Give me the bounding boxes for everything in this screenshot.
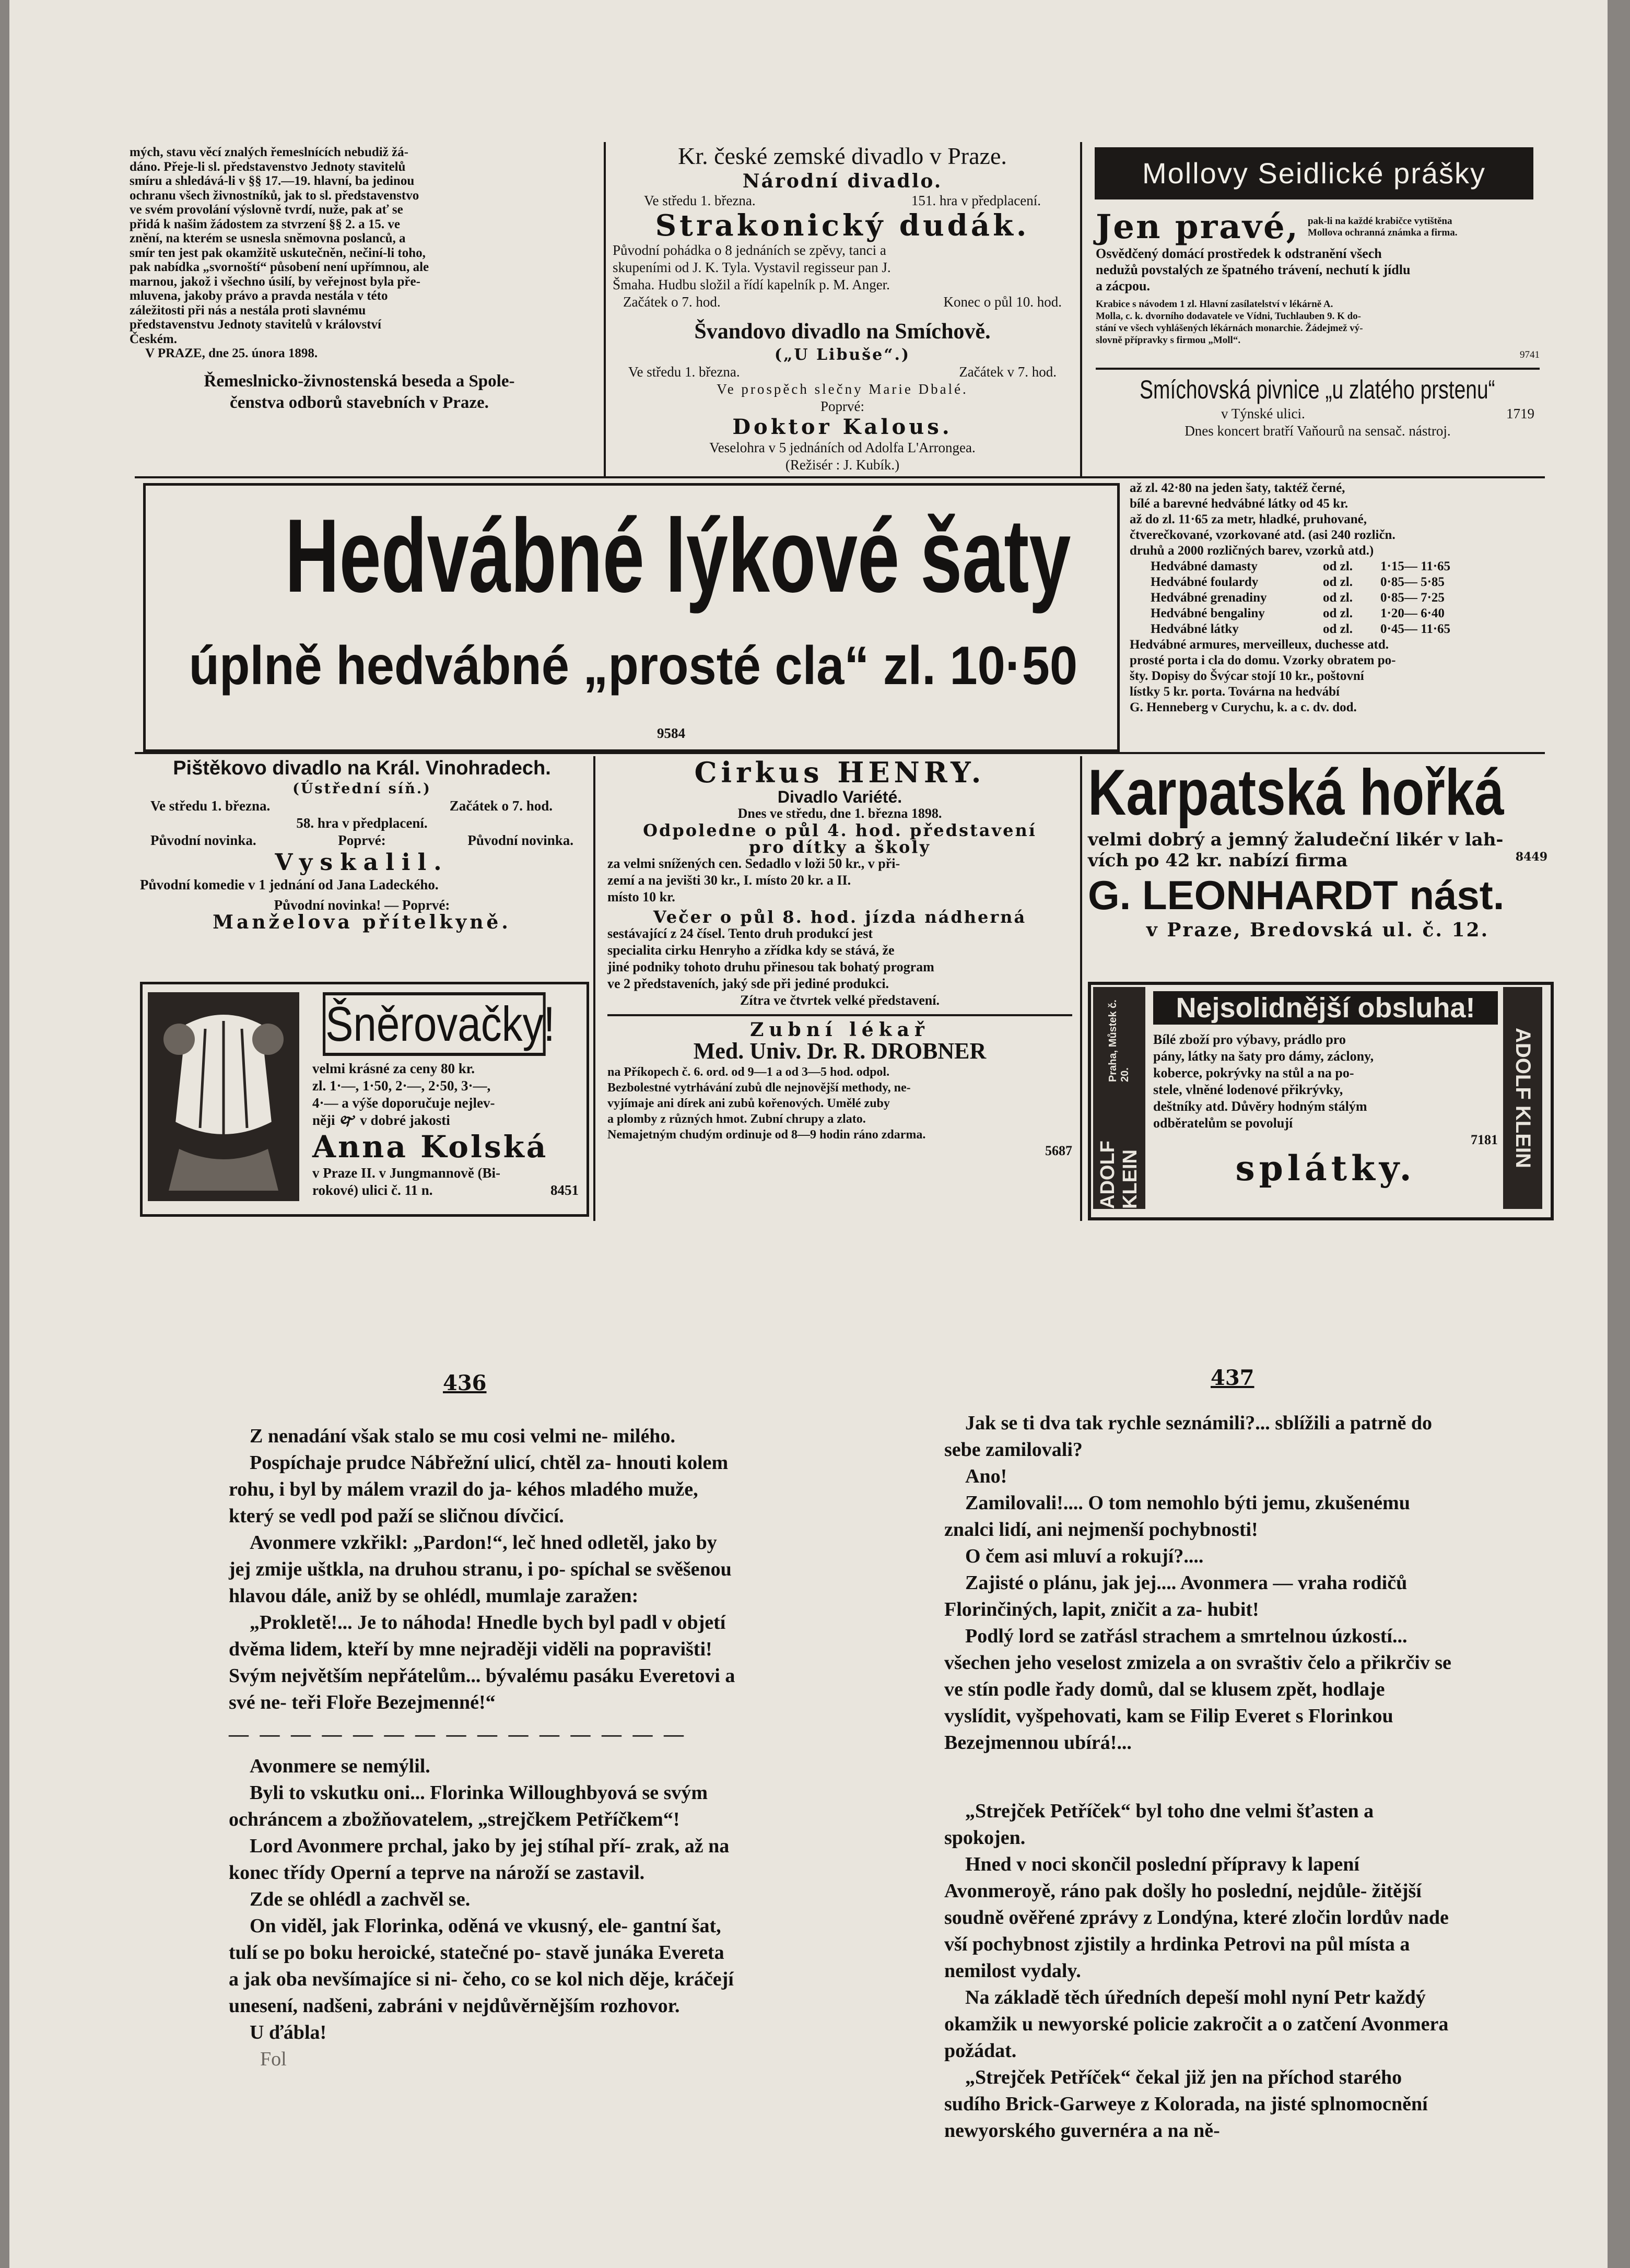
snerovacky-addr-row — [312, 1182, 579, 1199]
notice-column — [130, 145, 589, 413]
pistek-start: Začátek o 7. hod. — [449, 798, 553, 814]
notice-line: mluvena, jakoby právo a pravda nestála v této — [130, 289, 388, 303]
karpatska-num: 8449 — [1515, 850, 1547, 864]
moll-divider — [1096, 368, 1540, 370]
silk-price-row — [1151, 621, 1553, 637]
notice-line: smíru a shledává-li v §§ 17.—19. hlavní, ba jedinou — [130, 174, 415, 188]
silk-line: až zl. 42·80 na jeden šaty, taktéž černé, — [1130, 481, 1345, 495]
silk-price-row — [1151, 559, 1553, 574]
novel-paragraph: Lord Avonmere prchal, jako by jej stíhal pří- zrak, až na konec třídy Operní a teprve na nároží se zastavil. — [229, 1835, 730, 1884]
silk-line: druhů a 2000 rozličných barev, vzorků atd.) — [1130, 544, 1374, 558]
novel-paragraph: Jak se ti dva tak rychle seznámili?... sblížili a patrně do sebe zamilovali? — [944, 1412, 1433, 1461]
play-line: skupeními od J. K. Tyla. Vystavil regisseur pan J. — [613, 260, 891, 275]
silk-price-name: Hedvábné grenadiny — [1151, 591, 1267, 605]
notice-line: záležitosti při nás a nestála proti slavnému — [130, 303, 366, 318]
moll-line: a zácpou. — [1096, 278, 1150, 293]
moll-line: Osvědčený domácí prostředek k odstranění všech — [1096, 246, 1382, 261]
karpatska-line2-row — [1088, 850, 1547, 871]
moll-small-line: Krabice s návodem 1 zl. Hlavní zasílatelství v lékárně A. — [1096, 299, 1333, 310]
notice-line: přidá k našim žádostem za stvrzení §§ 2. a 15. ve — [130, 217, 401, 231]
cirkus-line: za velmi snížených cen. Sedadlo v loži 50 kr., v při- — [607, 856, 900, 871]
silk-tail-line: prosté porta i cla do domu. Vzorky obratem po- — [1130, 653, 1396, 667]
klein-line: odběratelům se povolují — [1153, 1115, 1293, 1131]
silk-tail-line: lístky 5 kr. porta. Továrna na hedvábí — [1130, 685, 1340, 699]
page-number-left: 436 — [443, 1371, 487, 1395]
klein-side-left — [1093, 987, 1145, 1209]
theatre-date-row — [613, 192, 1072, 209]
band-top-rule — [135, 476, 1545, 478]
klein-side-right — [1503, 987, 1542, 1209]
pistek-more: Původní novinka! — Poprvé: — [274, 897, 450, 913]
zubar-title: Zubní lékař — [750, 1019, 930, 1041]
pistek-date: Ve středu 1. března. — [150, 798, 271, 814]
cirkus-afternoon: Odpoledne o půl 4. hod. představení — [643, 820, 1037, 840]
novel-paragraph: Z nenadání však stalo se mu cosi velmi ne- milého. — [250, 1425, 675, 1447]
cirkus-title: Cirkus HENRY. — [694, 756, 986, 789]
silk-price-from: od zl. — [1323, 591, 1353, 605]
silk-price-range: 0·45— 11·65 — [1380, 622, 1451, 636]
notice-line: mých, stavu věcí znalých řemeslnících nebudiž žá- — [130, 145, 408, 159]
notice-line: ve svém provolání výslovně tvrdí, nuže, pak ať se — [130, 203, 403, 217]
novel-right-column — [944, 1410, 1456, 2144]
novel-dashes: — — — — — — — — — — — — — — — — [229, 1723, 687, 1745]
cirkus-line: zemí a na jevišti 30 kr., I. místo 20 kr. a II. — [607, 873, 851, 888]
notice-text — [130, 145, 589, 346]
novel-paragraph: Hned v noci skončil poslední přípravy k lapení Avonmeroyě, ráno pak došly ho poslední, nejdůle- žitější soudně ověřené zprávy z Londýna, které zločin lordův nade vší pochybnost zjistily a hrdinka Petrovi na půl místa a nemilost vydaly. — [944, 1853, 1449, 1982]
theatre-performance: 151. hra v předplacení. — [911, 193, 1041, 208]
jen-note-1: pak-li na každé krabičce vytištěna — [1307, 216, 1452, 227]
silk-tail-line: šty. Dopisy do Švýcar stojí 10 kr., poštovní — [1130, 669, 1364, 683]
svandovo-premiere: Poprvé: — [820, 398, 864, 414]
pistek-novelty-2: Původní novinka. — [467, 832, 573, 848]
jen-prave: Jen pravé, — [1096, 207, 1299, 246]
klein-side-left-text: ADOLF KLEIN — [1097, 1141, 1141, 1209]
silk-line: čtverečkované, vzorkované atd. (asi 240 rozličn. — [1130, 528, 1396, 542]
karpatska-firm: G. LEONHARDT nást. — [1088, 872, 1505, 918]
silk-tail-line: G. Henneberg v Curychu, k. a c. dv. dod. — [1130, 700, 1357, 714]
novel-paragraph: „Strejček Petříček“ byl toho dne velmi šťasten a spokojen. — [944, 1800, 1374, 1849]
zubar-line: na Příkopech č. 6. ord. od 9—1 a od 3—5 hod. odpol. — [607, 1065, 890, 1079]
pistek-first: Poprvé: — [338, 832, 386, 848]
novel-paragraph: Zde se ohlédl a zachvěl se. — [250, 1888, 471, 1910]
cirkus-tomorrow: Zítra ve čtvrtek velké představení. — [740, 993, 940, 1008]
moll-ad — [1096, 209, 1540, 440]
novel-gap — [944, 1756, 1456, 1798]
notice-line: marnou, jakož i všechno úsilí, by veřejnost byla pře- — [130, 274, 420, 289]
novel-right-paras — [944, 1410, 1456, 1756]
novel-paragraph: Ano! — [965, 1465, 1007, 1487]
snerovacky-line: velmi krásné za ceny 80 kr. — [312, 1061, 475, 1076]
notice-line: znění, na kterém se usnesla sněmovna poslanců, a — [130, 231, 406, 245]
silk-tail-line: Hedvábné armures, merveilleux, duchesse atd. — [1130, 638, 1389, 652]
notice-line: ochranu všech živnostníků, jak to sl. představenstvo — [130, 188, 419, 203]
notice-signature-1: Řemeslnicko-živnostenská beseda a Spole- — [204, 371, 515, 391]
silk-subline: úplně hedvábné „prosté cla“ zl. 10·50 — [189, 636, 1078, 696]
theatre-column — [613, 142, 1072, 474]
silk-price-row — [1151, 590, 1553, 606]
svandovo-start: Začátek v 7. hod. — [959, 364, 1057, 380]
moll-description — [1096, 245, 1540, 294]
page-number-right: 437 — [1211, 1366, 1254, 1390]
silk-price-row — [1151, 606, 1553, 621]
klein-footer: splátky. — [1235, 1148, 1416, 1189]
klein-line: deštníky atd. Důvěry hodným stálým — [1153, 1099, 1367, 1114]
svandovo-date: Ve středu 1. března. — [628, 364, 740, 380]
klein-title: Nejsolidnější obsluha! — [1153, 991, 1498, 1025]
svandovo-date-row — [613, 363, 1072, 381]
jen-prave-row — [1096, 209, 1540, 245]
klein-text — [1153, 1031, 1498, 1188]
moll-small-line: stání ve všech vyhlášených lékárnách monarchie. Žádejmež vý- — [1096, 323, 1363, 334]
theatre-title: Kr. české zemské divadlo v Praze. — [678, 143, 1007, 169]
klein-lines — [1153, 1031, 1498, 1132]
doktor-director: (Režisér : J. Kubík.) — [785, 457, 900, 473]
pistek-novelty-row — [140, 832, 584, 849]
silk-price-range: 0·85— 5·85 — [1380, 575, 1445, 589]
snerovacky-addr1: v Praze II. v Jungmannově (Bi- — [312, 1165, 500, 1181]
karpatska-title: Karpatská hořká — [1088, 757, 1504, 829]
pistek-title: Pištěkovo divadlo na Král. Vinohradech. — [173, 757, 551, 779]
corset-illustration — [148, 992, 299, 1201]
klein-line: Bílé zboží pro výbavy, prádlo pro — [1153, 1032, 1346, 1047]
column-rule-1 — [604, 142, 606, 476]
doktor-description: Veselohra v 5 jednáních od Adolfa L'Arrongea. — [709, 440, 976, 455]
play-end: Konec o půl 10. hod. — [943, 294, 1062, 310]
cirkus-evening-line: ve 2 představeních, jaký sde při jediné produkci. — [607, 976, 889, 991]
silk-price-from: od zl. — [1323, 606, 1353, 620]
pistek-ad — [140, 756, 584, 931]
pistek-date-row — [140, 797, 584, 815]
snerovacky-addr2: rokové) ulici č. 11 n. — [312, 1182, 433, 1198]
play-times — [613, 293, 1072, 311]
pivnice-number: 1719 — [1506, 406, 1534, 421]
silk-price-name: Hedvábné damasty — [1151, 559, 1258, 573]
cirkus-evening-lines — [607, 925, 1072, 992]
moll-small-line: slovně přípravky s firmou „Moll“. — [1096, 335, 1241, 346]
novel-paragraph: O čem asi mluví a rokují?.... — [965, 1545, 1204, 1567]
pistek-comedy: Původní komedie v 1 jednání od Jana Ladeckého. — [140, 877, 439, 892]
play-title: Strakonický dudák. — [655, 208, 1030, 243]
silk-price-table — [1151, 559, 1553, 637]
snerovacky-line: něji 🙰 v dobré jakosti — [312, 1112, 450, 1128]
silk-price-range: 0·85— 7·25 — [1380, 591, 1445, 605]
play-line: Šmaha. Hudbu složil a řídí kapelník p. M. Anger. — [613, 277, 890, 292]
silk-headline: Hedvábné lýkové šaty — [285, 498, 1071, 614]
pistek-title2: Vyskalil. — [275, 849, 449, 876]
zubar-line: a plomby z různých hmot. Zubní chrupy a zlato. — [607, 1112, 866, 1126]
cirkus-evening: Večer o půl 8. hod. jízda nádherná — [653, 907, 1027, 927]
novel-left-column — [229, 1423, 735, 2073]
pistek-perf: 58. hra v předplacení. — [296, 815, 428, 831]
novel-right-paras-2 — [944, 1798, 1456, 2144]
silk-details — [1130, 480, 1553, 715]
newspaper-page — [9, 0, 1608, 2268]
band-bottom-rule — [135, 752, 1545, 754]
notice-line: představenstvu Jednoty stavitelů v království — [130, 318, 381, 332]
pistek-subtitle: (Ústřední síň.) — [292, 781, 431, 797]
cirkus-kids: pro dítky a školy — [748, 837, 931, 857]
notice-line: pak nabídka „svornoští“ působení není upřímnou, ale — [130, 260, 429, 274]
klein-line: koberce, pokrývky na stůl a na po- — [1153, 1065, 1354, 1080]
novel-left-paras — [229, 1423, 735, 1716]
novel-paragraph: Zamilovali!.... O tom nemohlo býti jemu, zkušenému znalci lidí, ani nejmenší pochybnosti! — [944, 1492, 1410, 1541]
pivnice-line: Dnes koncert bratří Vaňourů na sensač. nástroj. — [1185, 423, 1451, 439]
jen-prave-note — [1308, 216, 1458, 239]
cirkus-subtitle: Divadlo Variété. — [777, 788, 902, 806]
karpatska-line1: velmi dobrý a jemný žaludeční likér v lah- — [1088, 829, 1504, 850]
theatre-date: Ve středu 1. března. — [644, 193, 756, 208]
play-start: Začátek o 7. hod. — [623, 294, 721, 310]
silk-price-from: od zl. — [1323, 622, 1353, 636]
cirkus-evening-line: jiné podniky tohoto druhu přinesou tak bohatý program — [607, 959, 934, 974]
novel-paragraph: On viděl, jak Florinka, oděná ve vkusný, ele- gantní šat, tulí se po boku heroické, statečné po- stavě junáka Evereta a jak oba nevšímajíce si ni- čeho, co se kol nich děje, kráčejí unesení, nadšeni, zabráni v nejdůvěrnějším rozhovor. — [229, 1915, 734, 2017]
notice-place-date: V PRAZE, dne 25. února 1898. — [145, 346, 318, 360]
zubar-lines — [607, 1064, 1072, 1143]
novel-left-foot: Fol — [260, 2048, 287, 2070]
snerovacky-line: 4·— a výše doporučuje nejlev- — [312, 1095, 495, 1111]
silk-line: až do zl. 11·65 za metr, hladké, pruhované, — [1130, 512, 1367, 526]
jen-note-2: Mollova ochranná známka a firma. — [1307, 227, 1458, 238]
pistek-last: Manželova přítelkyně. — [213, 911, 511, 933]
novel-paragraph: Na základě těch úředních depeší mohl nyní Petr každý okamžik u newyorské policie zakročit a o zatčení Avonmera požádat. — [944, 1987, 1449, 2062]
silk-price-from: od zl. — [1323, 559, 1353, 573]
pivnice-row — [1096, 405, 1540, 422]
cirkus-line: místo 10 kr. — [607, 889, 675, 904]
cirkus-date: Dnes ve středu, dne 1. března 1898. — [737, 806, 942, 821]
column-rule-2 — [1080, 142, 1082, 476]
theatre-subtitle: Národní divadlo. — [742, 170, 943, 192]
zubar-line: Bezbolestné vytrhávání zubů dle nejnovější methody, ne- — [607, 1081, 911, 1095]
svandovo-title: Švandovo divadlo na Smíchově. — [694, 320, 991, 344]
cirkus-evening-line: sestávající z 24 čísel. Tento druh produkcí jest — [607, 926, 873, 941]
snerovacky-lines — [312, 1060, 579, 1129]
silk-price-name: Hedvábné látky — [1151, 622, 1239, 636]
klein-side-left-text2: Praha, Můstek č. 20. — [1107, 1000, 1131, 1082]
notice-line: Českém. — [130, 332, 177, 346]
notice-line: dáno. Přeje-li sl. představenstvo Jednoty stavitelů — [130, 159, 406, 174]
moll-number: 9741 — [1520, 349, 1540, 360]
novel-paragraph: Byli to vskutku oni... Florinka Willoughbyová se svým ochráncem a zbožňovatelem, „strejčkem Petříčkem“! — [229, 1782, 708, 1830]
novel-paragraph: „Strejček Petříček“ čekal již jen na příchod starého sudího Brick-Garweye z Kolorada, na jisté splnomocnění newyorského guvernéra a na ně- — [944, 2066, 1428, 2142]
column-rule-4 — [1080, 756, 1082, 1221]
snerovacky-num: 8451 — [550, 1182, 579, 1198]
cirkus-divider — [607, 1014, 1072, 1016]
silk-price-range: 1·20— 6·40 — [1380, 606, 1445, 620]
novel-paragraph: Podlý lord se zatřásl strachem a smrtelnou úzkostí... všechen jeho veselost zmizela a on svraštiv čelo a přikrčiv se ve stín podle řady domů, dal se klusem zpět, hodlaje vyslídit, vyšpehovati, kam se Filip Everet s Florinkou Bezejmennou ubírá!... — [944, 1625, 1451, 1754]
pistek-novelty: Původní novinka. — [150, 832, 256, 848]
pivnice-address: v Týnské ulici. — [1221, 406, 1305, 421]
zubar-line: vyjímaje ani dírek ani zubů kořenových. Umělé zuby — [607, 1097, 890, 1110]
novel-paragraph: U ďábla! — [250, 2022, 327, 2043]
cirkus-ad — [607, 756, 1072, 1159]
silk-price-row — [1151, 574, 1553, 590]
zubar-num: 5687 — [1045, 1143, 1072, 1158]
karpatska-ad — [1088, 756, 1547, 941]
zubar-name: Med. Univ. Dr. R. DROBNER — [693, 1038, 987, 1064]
play-line: Původní pohádka o 8 jednáních se zpěvy, tanci a — [613, 242, 886, 258]
klein-line: stele, vlněné lodenové přikrývky, — [1153, 1082, 1343, 1097]
snerovacky-firm: Anna Kolská — [312, 1129, 548, 1165]
moll-banner-text: Mollovy Seidlické prášky — [1142, 157, 1486, 190]
silk-price-range: 1·15— 11·65 — [1380, 559, 1451, 573]
novel-paragraph: Zajisté o plánu, jak jej.... Avonmera — vraha rodičů Florinčiných, lapit, zničit a za- hubit! — [944, 1572, 1408, 1620]
moll-banner — [1095, 147, 1533, 199]
silk-price-from: od zl. — [1323, 575, 1353, 589]
silk-ad-number: 9584 — [657, 725, 685, 741]
klein-line: pány, látky na šaty pro dámy, záclony, — [1153, 1049, 1374, 1064]
novel-left-paras-2 — [229, 1753, 735, 2046]
notice-signature-2: čenstva odborů stavebních v Praze. — [230, 393, 489, 412]
column-rule-3 — [593, 756, 595, 1221]
pivnice-title: Smíchovská pivnice „u zlatého prstenu“ — [1139, 375, 1495, 404]
moll-small-print — [1096, 298, 1540, 346]
cirkus-evening-line: specialita cirku Henryho a zřídka kdy se stává, že — [607, 943, 895, 958]
klein-side-right-text: ADOLF KLEIN — [1511, 1028, 1534, 1168]
novel-paragraph: Avonmere vzkřikl: „Pardon!“, leč hned odletěl, jako by jej zmije uštkla, na druhou stranu, i po- spíchal se svěšenou hlavou dále, aniž by se ohlédl, mumlaje zaražen: — [229, 1532, 732, 1607]
silk-price-name: Hedvábné foulardy — [1151, 575, 1259, 589]
doktor-title: Doktor Kalous. — [732, 415, 953, 439]
silk-price-name: Hedvábné bengaliny — [1151, 606, 1265, 620]
svandovo-subtitle: („U Libuše“.) — [774, 346, 911, 364]
svandovo-benefit: Ve prospěch slečny Marie Dbalé. — [717, 381, 968, 397]
cirkus-lines — [607, 855, 1072, 906]
silk-lines — [1130, 480, 1553, 559]
silk-tail — [1130, 637, 1553, 715]
zubar-line: Nemajetným chudým ordinuje od 8—9 hodin ráno zdarma. — [607, 1128, 926, 1142]
silk-line: bílé a barevné hedvábné látky od 45 kr. — [1130, 497, 1348, 511]
snerovacky-title: Šněrovačky! — [323, 992, 546, 1056]
karpatska-addr: v Praze, Bredovská ul. č. 12. — [1146, 919, 1490, 941]
novel-paragraph: Pospíchaje prudce Nábřežní ulicí, chtěl za- hnouti kolem rohu, i byl by málem vrazil do ja- kéhos mladého muže, který se vedl pod paží se sličnou dívčicí. — [229, 1452, 729, 1527]
karpatska-line2: vích po 42 kr. nabízí firma — [1088, 850, 1348, 871]
moll-small-line: Molla, c. k. dvorního dodavatele ve Vídni, Tuchlauben 9. K do- — [1096, 311, 1361, 322]
snerovacky-line: zl. 1·—, 1·50, 2·—, 2·50, 3·—, — [312, 1078, 491, 1094]
play-description — [613, 242, 1072, 293]
notice-line: smír ten jest pak okamžitě uskutečněn, nečiní-li toho, — [130, 245, 426, 260]
klein-num: 7181 — [1471, 1132, 1498, 1147]
snerovacky-text — [312, 1060, 579, 1199]
moll-line: nedužů povstalých ze špatného trávení, nechutí k jídlu — [1096, 262, 1411, 277]
novel-paragraph: „Prokletě!... Je to náhoda! Hnedle bych byl padl v objetí dvěma lidem, kteří by mne nejraději viděli na popravišti! Svým největším nepřátelům... bývalému pasáku Everetovi a své ne- teři Floře Bezejmenné!“ — [229, 1612, 735, 1713]
novel-paragraph: Avonmere se nemýlil. — [250, 1755, 430, 1777]
